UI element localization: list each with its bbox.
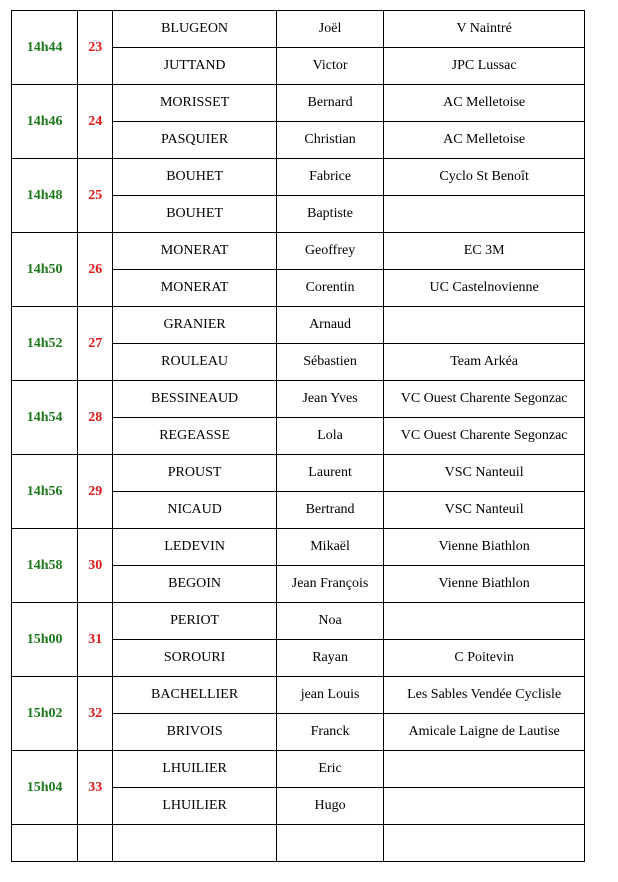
rider-last-name: SOROURI [113,640,277,677]
team-number: 30 [78,529,113,603]
empty-cell [113,825,277,862]
empty-cell [12,825,78,862]
rider-first-name: Bertrand [276,492,383,529]
rider-row [12,85,585,122]
rider-row [12,233,585,270]
team-number: 23 [78,11,113,85]
rider-club: EC 3M [384,233,585,270]
rider-first-name: Corentin [276,270,383,307]
rider-club: C Poitevin [384,640,585,677]
rider-first-name: Franck [276,714,383,751]
rider-club: VSC Nanteuil [384,455,585,492]
rider-club: UC Castelnovienne [384,270,585,307]
rider-last-name: PERIOT [113,603,277,640]
rider-last-name: LHUILIER [113,788,277,825]
empty-cell [78,825,113,862]
rider-last-name: NICAUD [113,492,277,529]
rider-first-name: Jean Yves [276,381,383,418]
rider-row [12,529,585,566]
start-time: 14h50 [12,233,78,307]
rider-first-name: Lola [276,418,383,455]
rider-first-name: Geoffrey [276,233,383,270]
team-number: 24 [78,85,113,159]
rider-first-name: Victor [276,48,383,85]
rider-last-name: PASQUIER [113,122,277,159]
team-number: 27 [78,307,113,381]
team-number: 26 [78,233,113,307]
rider-club [384,751,585,788]
rider-last-name: REGEASSE [113,418,277,455]
rider-first-name: Baptiste [276,196,383,233]
start-time: 15h00 [12,603,78,677]
start-list-table [11,10,585,862]
rider-club: AC Melletoise [384,122,585,159]
team-number: 31 [78,603,113,677]
rider-first-name: Arnaud [276,307,383,344]
empty-cell [276,825,383,862]
rider-row [12,159,585,196]
rider-first-name: jean Louis [276,677,383,714]
rider-row [12,677,585,714]
rider-club: Amicale Laigne de Lautise [384,714,585,751]
start-time: 15h04 [12,751,78,825]
rider-last-name: ROULEAU [113,344,277,381]
rider-last-name: BEGOIN [113,566,277,603]
empty-row [12,825,585,862]
rider-club: V Naintré [384,11,585,48]
rider-club: Team Arkéa [384,344,585,381]
empty-cell [384,825,585,862]
rider-club: VC Ouest Charente Segonzac [384,381,585,418]
rider-last-name: LEDEVIN [113,529,277,566]
rider-last-name: LHUILIER [113,751,277,788]
start-time: 14h44 [12,11,78,85]
start-time: 14h46 [12,85,78,159]
rider-first-name: Joël [276,11,383,48]
rider-row [12,307,585,344]
start-time: 14h48 [12,159,78,233]
team-number: 33 [78,751,113,825]
team-number: 25 [78,159,113,233]
rider-last-name: BOUHET [113,159,277,196]
rider-last-name: JUTTAND [113,48,277,85]
rider-club: JPC Lussac [384,48,585,85]
rider-club: VSC Nanteuil [384,492,585,529]
rider-first-name: Sébastien [276,344,383,381]
rider-last-name: GRANIER [113,307,277,344]
rider-first-name: Fabrice [276,159,383,196]
rider-last-name: BLUGEON [113,11,277,48]
rider-first-name: Jean François [276,566,383,603]
rider-last-name: BACHELLIER [113,677,277,714]
rider-first-name: Rayan [276,640,383,677]
rider-first-name: Mikaël [276,529,383,566]
rider-first-name: Noa [276,603,383,640]
rider-club: Vienne Biathlon [384,566,585,603]
rider-last-name: PROUST [113,455,277,492]
rider-row [12,11,585,48]
rider-first-name: Laurent [276,455,383,492]
rider-row [12,603,585,640]
start-time: 14h52 [12,307,78,381]
rider-row [12,751,585,788]
rider-last-name: BOUHET [113,196,277,233]
start-time: 14h56 [12,455,78,529]
rider-club [384,788,585,825]
start-time: 14h58 [12,529,78,603]
rider-last-name: MONERAT [113,270,277,307]
rider-first-name: Eric [276,751,383,788]
team-number: 32 [78,677,113,751]
rider-club: AC Melletoise [384,85,585,122]
rider-first-name: Christian [276,122,383,159]
rider-last-name: BESSINEAUD [113,381,277,418]
rider-club: VC Ouest Charente Segonzac [384,418,585,455]
start-time: 14h54 [12,381,78,455]
rider-last-name: MONERAT [113,233,277,270]
rider-row [12,381,585,418]
start-time: 15h02 [12,677,78,751]
rider-last-name: BRIVOIS [113,714,277,751]
rider-club [384,603,585,640]
rider-club: Cyclo St Benoît [384,159,585,196]
rider-first-name: Hugo [276,788,383,825]
rider-club: Les Sables Vendée Cyclisle [384,677,585,714]
team-number: 28 [78,381,113,455]
rider-club: Vienne Biathlon [384,529,585,566]
start-list-body [12,11,585,862]
rider-club [384,307,585,344]
team-number: 29 [78,455,113,529]
rider-first-name: Bernard [276,85,383,122]
rider-row [12,455,585,492]
rider-club [384,196,585,233]
rider-last-name: MORISSET [113,85,277,122]
